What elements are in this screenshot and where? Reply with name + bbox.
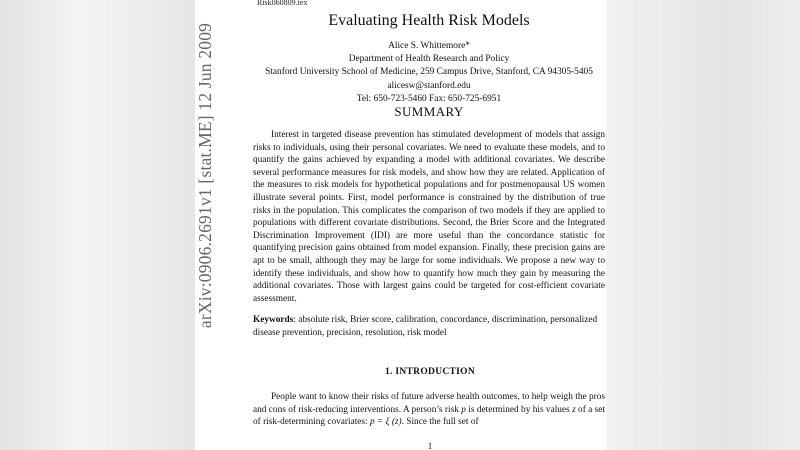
author-department: Department of Health Research and Policy — [348, 54, 510, 65]
source-filename: Risk060809.tex — [257, 0, 308, 7]
paper-title: Evaluating Health Risk Models — [328, 12, 530, 29]
keywords-label: Keywords — [253, 315, 294, 325]
author-phone: Tel: 650-723-5460 Fax: 650-725-6951 — [356, 93, 502, 104]
author-name: Alice S. Whittemore* — [388, 41, 470, 51]
intro-text-2: is determined by his values — [465, 404, 573, 415]
arxiv-identifier: arXiv:0906.2691v1 [stat.ME] 12 Jun 2009 — [195, 22, 216, 328]
intro-var-z: z — [572, 404, 576, 415]
keywords-list: : absolute risk, Brier score, calibration, concordance, discrimination, personalized disease prevention, precision, resolution, risk model — [253, 315, 598, 338]
intro-formula: p = ξ (z) — [369, 417, 402, 428]
intro-text-3: of a set of risk-determining covariates: — [253, 404, 606, 428]
page-number: 1 — [427, 441, 433, 450]
author-email: alicesw@stanford.edu — [387, 80, 471, 91]
introduction-paragraph — [253, 391, 605, 429]
paper-page — [195, 0, 606, 450]
background-right — [606, 0, 800, 450]
keywords-line — [253, 314, 605, 339]
intro-text-4: . Since the full set of — [401, 417, 479, 428]
author-institution: Stanford University School of Medicine, 259 Campus Drive, Stanford, CA 94305-5405 — [265, 67, 593, 78]
section-heading-introduction: 1. INTRODUCTION — [384, 367, 475, 377]
intro-text-1: People want to know their risks of future adverse health outcomes, to help weigh the pros and cons of risk-reducing interventions. A person’s risk — [253, 392, 605, 415]
intro-var-p: p — [461, 404, 466, 415]
author-block — [195, 40, 606, 106]
background-left — [0, 0, 195, 450]
abstract-paragraph: Interest in targeted disease prevention has stimulated development of models that assign risks to individuals, using their personal covariates. We need to evaluate these models, and to quantify the gains achieved by expanding a model with additional covariates. We describe several performance measures for risk models, and show how they are related. Application of the measures to risk models for hypothetical populations and for postmenopausal US women illustrate several points. First, model performance is constrained by the distribution of true risks in the population. This complicates the comparison of two models if they are applied to populations with different covariate distributions. Second, the Brier Score and the Integrated Discrimination Improvement (IDI) are more useful than the concordance statistic for quantifying precision gains obtained from model expansion. Finally, these precision gains are apt to be small, although they may be large for some individuals. We propose a new way to identify these individuals, and show how to quantify how much they gain by measuring the additional covariates. Those with largest gains could be targeted for cost-efficient covariate assessment. — [253, 130, 605, 304]
summary-heading: SUMMARY — [394, 104, 464, 119]
